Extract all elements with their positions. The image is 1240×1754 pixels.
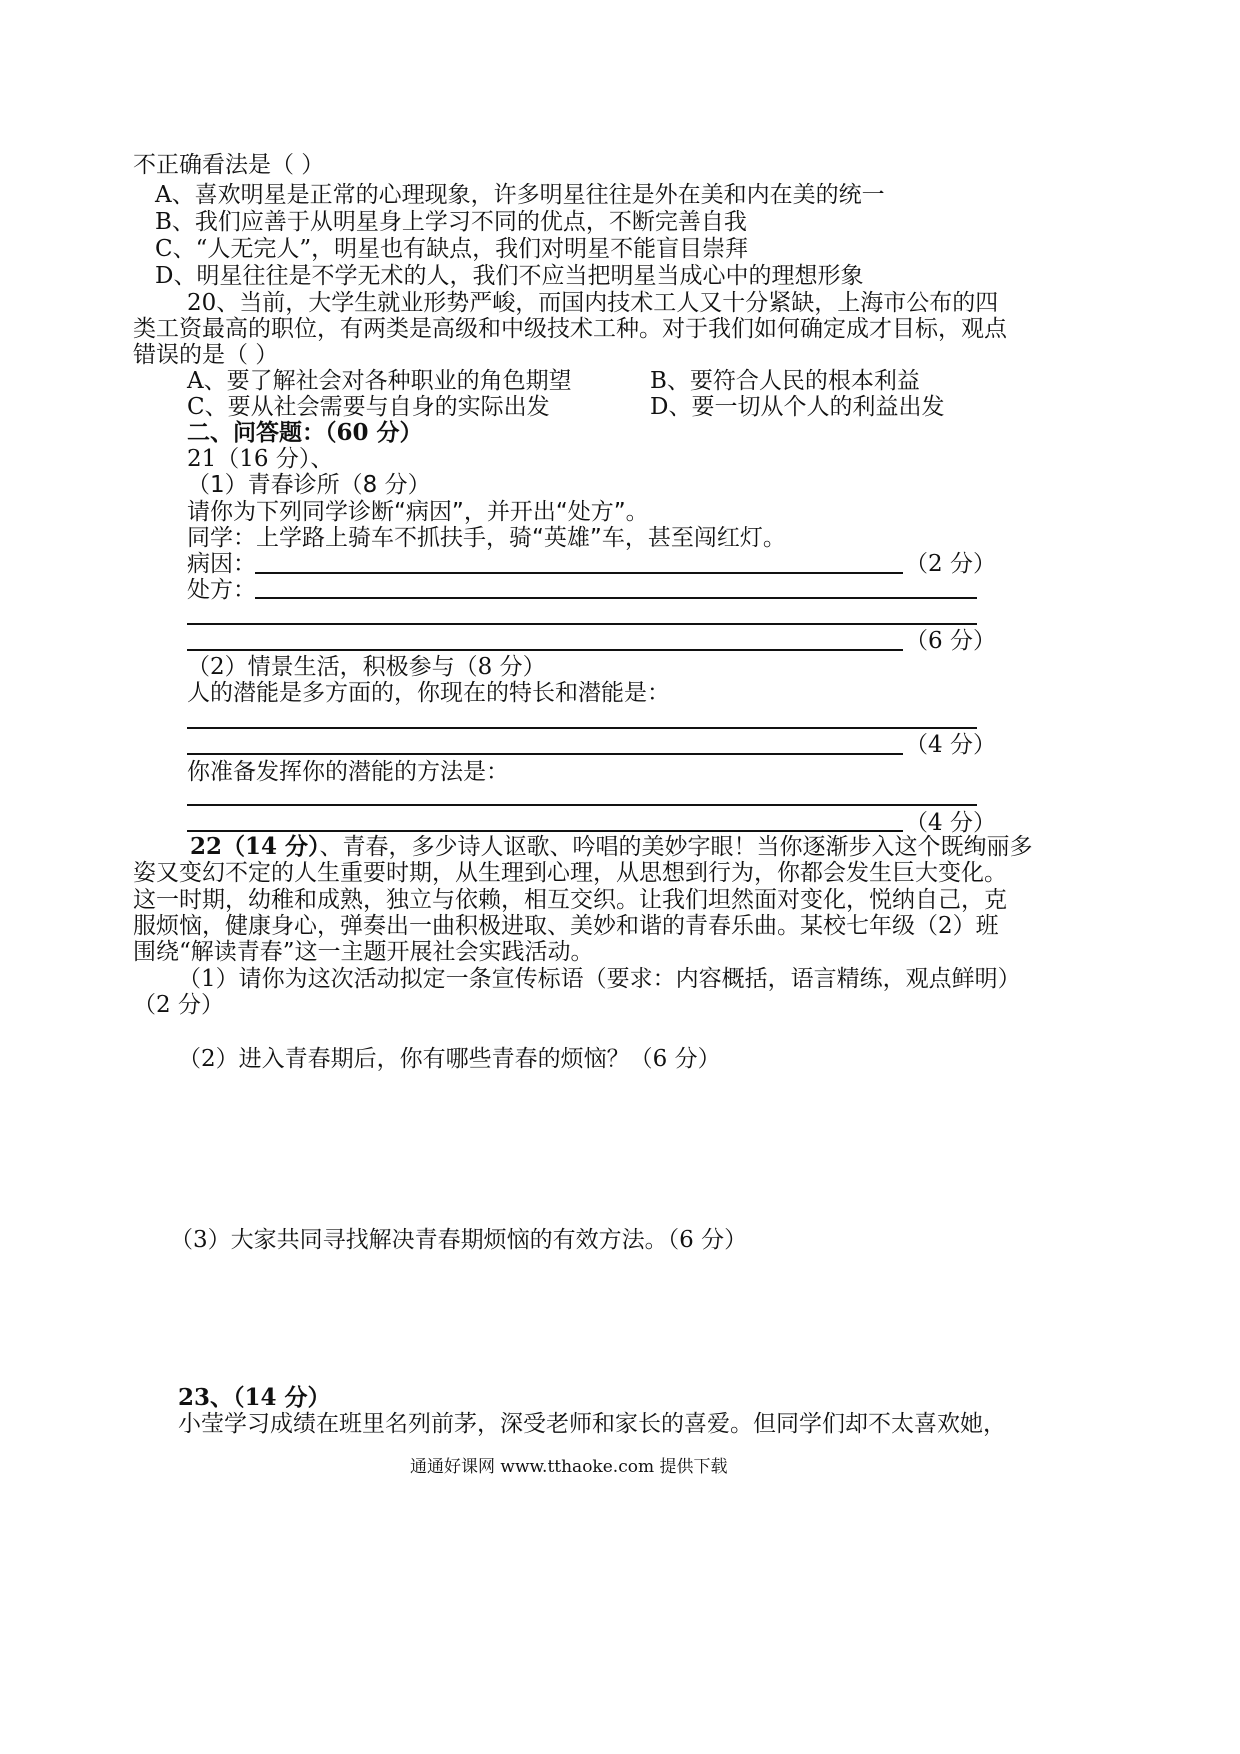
q22-sub3: （3）大家共同寻找解决青春期烦恼的有效方法。（6 分） <box>170 1227 748 1253</box>
q21-part1-instruction: 请你为下列同学诊断“病因”，并开出“处方”。 <box>187 499 649 525</box>
q22-number: 22（14 分） <box>190 833 320 860</box>
q20-option-c: C、要从社会需要与自身的实际出发 <box>187 394 550 420</box>
q20-line-1: 20、当前，大学生就业形势严峻，而国内技术工人又十分紧缺，上海市公布的四 <box>187 290 999 316</box>
q19-option-d: D、明星往往是不学无术的人，我们不应当把明星当成心中的理想形象 <box>155 263 864 289</box>
cause-answer-line[interactable] <box>255 572 903 574</box>
q21-header: 21（16 分）、 <box>187 446 334 472</box>
q21-part1-title: （1）青春诊所（8 分） <box>187 472 431 498</box>
potential-score: （4 分） <box>905 732 996 758</box>
method-score: （4 分） <box>905 810 996 836</box>
cause-label: 病因： <box>187 551 256 577</box>
q22-line-1-text: 、青春，多少诗人讴歌、吟唱的美妙字眼！当你逐渐步入这个既绚丽多 <box>319 834 1033 860</box>
method-answer-line-1[interactable] <box>187 804 977 806</box>
q21-part1-case: 同学：上学路上骑车不抓扶手，骑“英雄”车，甚至闯红灯。 <box>187 525 786 551</box>
q19-option-b: B、我们应善于从明星身上学习不同的优点，不断完善自我 <box>155 209 747 235</box>
prescription-answer-line-1[interactable] <box>255 597 977 599</box>
q22-sub1-line-1: （1）请你为这次活动拟定一条宣传标语（要求：内容概括，语言精练，观点鲜明） <box>178 966 1021 992</box>
q20-option-d: D、要一切从个人的利益出发 <box>650 394 945 420</box>
q20-line-3: 错误的是（ ） <box>133 342 279 368</box>
q21-part2-title: （2）情景生活，积极参与（8 分） <box>187 654 546 680</box>
q23-line-1: 小莹学习成绩在班里名列前茅，深受老师和家长的喜爱。但同学们却不太喜欢她， <box>178 1411 1006 1437</box>
cause-score: （2 分） <box>905 551 996 577</box>
q20-option-a: A、要了解社会对各种职业的角色期望 <box>187 368 572 394</box>
potential-answer-line-2[interactable] <box>187 753 903 755</box>
q20-line-2: 类工资最高的职位，有两类是高级和中级技术工种。对于我们如何确定成才目标，观点 <box>133 316 1007 342</box>
q19-stem-end: 不正确看法是（ ） <box>133 152 325 178</box>
q19-option-c: C、“人无完人”，明星也有缺点，我们对明星不能盲目崇拜 <box>155 236 749 262</box>
prescription-score: （6 分） <box>905 628 996 654</box>
q20-option-b: B、要符合人民的根本利益 <box>650 368 920 394</box>
potential-answer-line-1[interactable] <box>187 727 977 729</box>
section-heading: 二、问答题：（60 分） <box>187 419 423 446</box>
prescription-answer-line-3[interactable] <box>187 649 903 651</box>
q19-option-a: A、喜欢明星是正常的心理现象，许多明星往往是外在美和内在美的统一 <box>155 182 885 208</box>
q21-part2-prompt-2: 你准备发挥你的潜能的方法是： <box>187 759 509 785</box>
q22-line-3: 这一时期，幼稚和成熟，独立与依赖，相互交织。让我们坦然面对变化，悦纳自己，克 <box>133 887 1007 913</box>
q22-line-4: 服烦恼，健康身心，弹奏出一曲积极进取、美妙和谐的青春乐曲。某校七年级（2）班 <box>133 913 999 939</box>
q22-sub1-line-2: （2 分） <box>133 992 224 1018</box>
q22-line-5: 围绕“解读青春”这一主题开展社会实践活动。 <box>133 939 594 965</box>
q23-header: 23、（14 分） <box>178 1384 331 1411</box>
page-footer: 通通好课网 www.tthaoke.com 提供下载 <box>410 1457 728 1477</box>
prescription-answer-line-2[interactable] <box>187 623 977 625</box>
q22-line-2: 姿又变幻不定的人生重要时期，从生理到心理，从思想到行为，你都会发生巨大变化。 <box>133 860 1007 886</box>
q21-part2-prompt-1: 人的潜能是多方面的，你现在的特长和潜能是： <box>187 680 670 706</box>
q22-sub2: （2）进入青春期后，你有哪些青春的烦恼？（6 分） <box>178 1046 721 1072</box>
prescription-label: 处方： <box>187 577 256 603</box>
